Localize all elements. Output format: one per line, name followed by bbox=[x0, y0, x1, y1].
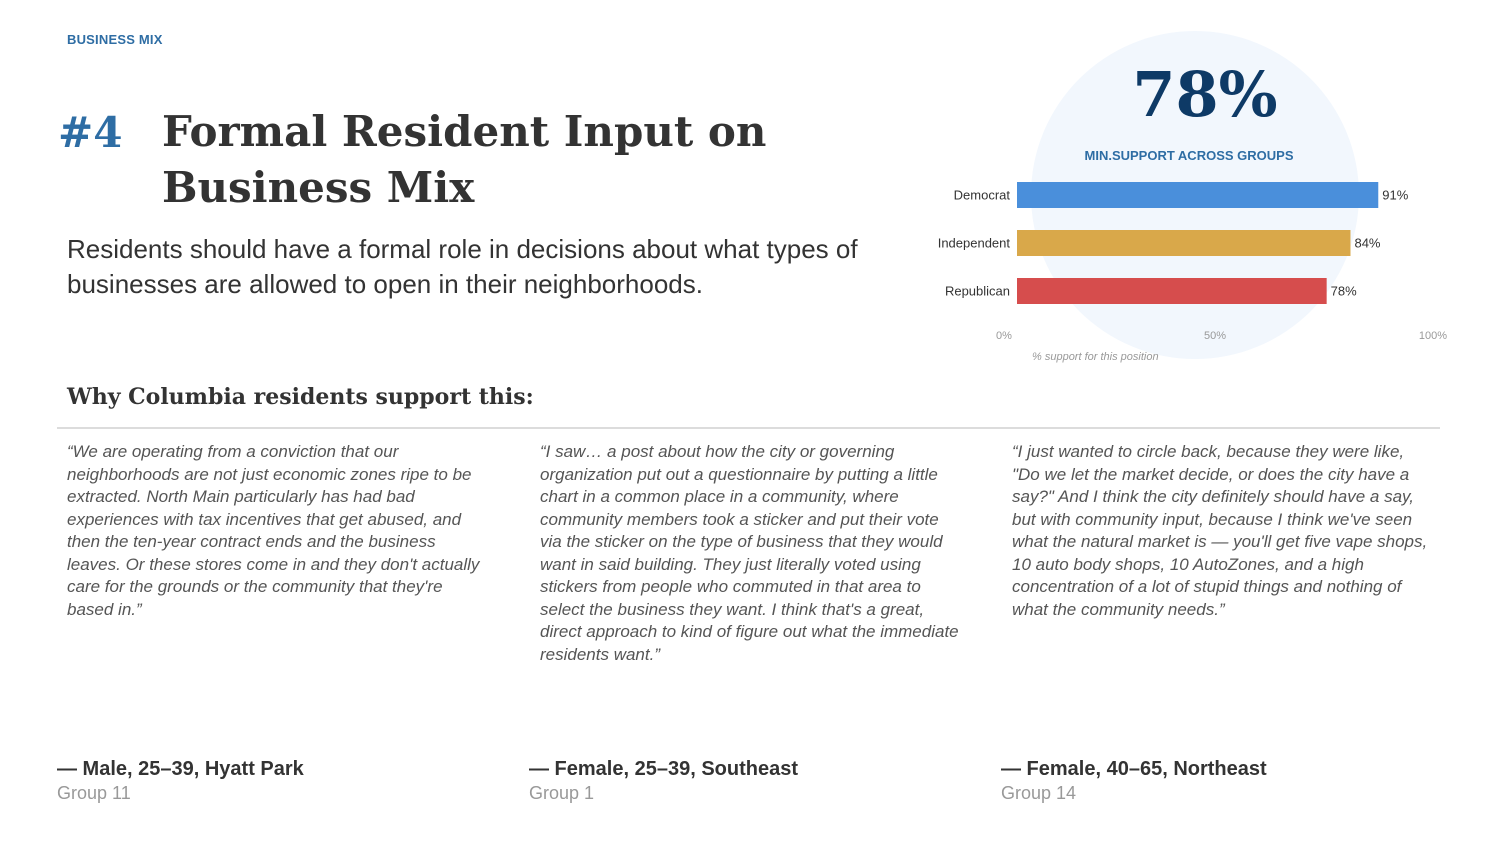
quote-attribution-3: — Female, 40–65, Northeast bbox=[1001, 758, 1267, 780]
divider bbox=[57, 427, 1440, 429]
tick-label: 0% bbox=[996, 330, 1012, 342]
tick-label: 50% bbox=[1203, 330, 1227, 342]
eyebrow-label: BUSINESS MIX bbox=[67, 32, 163, 47]
big-stat-value: 78% bbox=[1132, 58, 1278, 131]
quote-group-3: Group 14 bbox=[1001, 783, 1077, 803]
quote-attribution-1: — Male, 25–39, Hyatt Park bbox=[57, 758, 304, 780]
support-bar-chart bbox=[900, 170, 1460, 370]
tick-label: 100% bbox=[1418, 330, 1448, 342]
bar bbox=[1017, 230, 1350, 256]
position-statement: Residents should have a formal role in decisions about what types of businesses are allowed to open in their neighborhoods. bbox=[67, 234, 858, 299]
category-label: Independent bbox=[937, 235, 1010, 251]
quote-attribution-2: — Female, 25–39, Southeast bbox=[529, 758, 799, 780]
quote-group-1: Group 11 bbox=[57, 783, 131, 803]
bar bbox=[1017, 182, 1378, 208]
value-label: 91% bbox=[1382, 187, 1409, 203]
bar bbox=[1017, 278, 1327, 304]
category-label: Republican bbox=[944, 283, 1010, 299]
quote-text-2: “I saw… a post about how the city or governing organization put out a questionnaire by putting a little chart in a common place in a community, where community members took a sticker and put their vote via the sticker on the type of business that they would want in said building. They just literally voted using stickers from people who commuted in that area to select the business they want. I think that's a great, direct approach to kind of figure out what the immediate residents want.” bbox=[540, 442, 959, 664]
value-label: 78% bbox=[1330, 283, 1357, 299]
quote-text-1: “We are operating from a conviction that our neighborhoods are not just economic zones ripe to be extracted. North Main particularly has had bad experiences with tax incentives that get abused, and then the ten-year contract ends and the business leaves. Or these stores come in and they don't actually care for the grounds or the community that they're based in.” bbox=[67, 442, 480, 619]
quote-text-3: “I just wanted to circle back, because they were like, "Do we let the market decide, or does the city have a say?" And I think the city definitely should have a say, but with community input, because I think we've seen what the natural market is — you'll get five vape shops, 10 auto body shops, 10 AutoZones, and a high concentration of a lot of stupid things and nothing of what the community needs.” bbox=[1012, 442, 1428, 619]
item-number: #4 bbox=[58, 108, 123, 157]
big-stat-label: MIN.SUPPORT ACROSS GROUPS bbox=[1084, 148, 1294, 163]
section-heading: Why Columbia residents support this: bbox=[67, 384, 534, 410]
category-label: Democrat bbox=[953, 187, 1010, 203]
quote-group-2: Group 1 bbox=[529, 783, 595, 803]
x-axis-label: % support for this position bbox=[1032, 351, 1159, 363]
page-title: Formal Resident Input on Business Mix bbox=[162, 107, 767, 212]
value-label: 84% bbox=[1354, 235, 1381, 251]
